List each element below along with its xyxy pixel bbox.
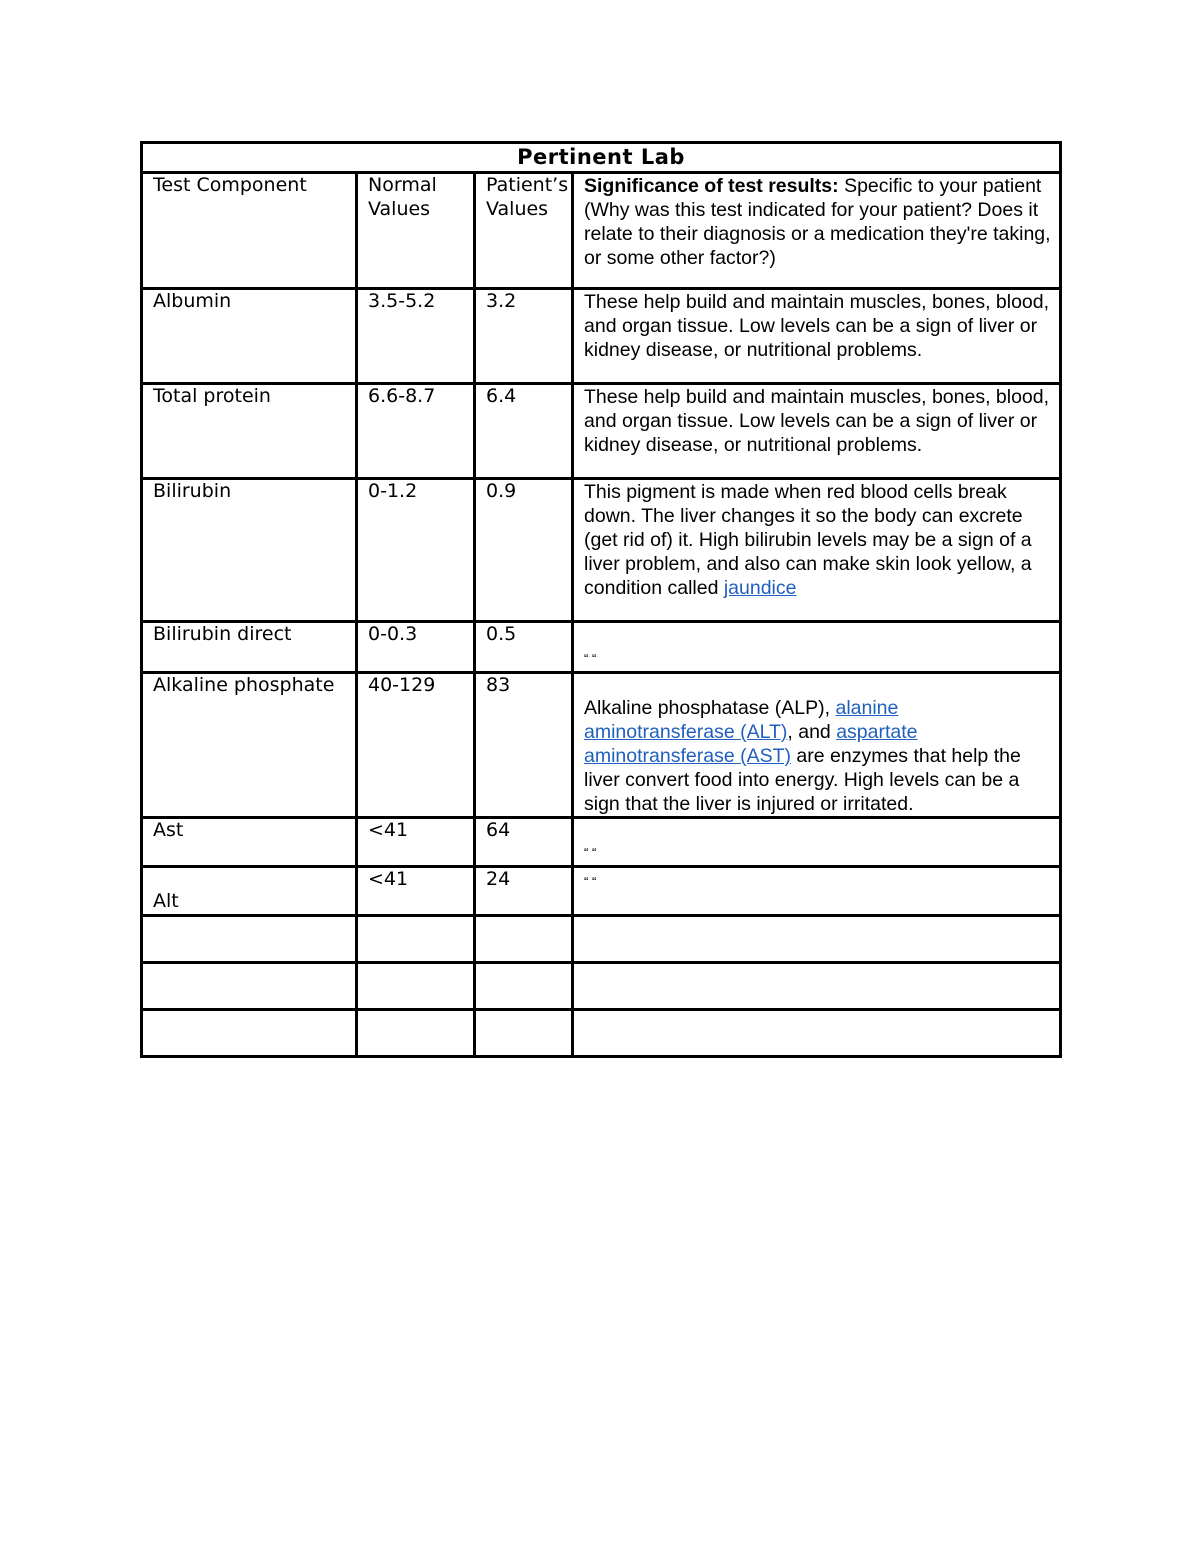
- ditto-mark: “ “: [584, 845, 597, 860]
- significance-text-2: , and: [787, 721, 837, 743]
- empty-cell: [573, 915, 1061, 962]
- header-significance-text: Specific to your patient (Why was this test indicated for your patient? Does it relate to their diagnosis or a medication they're taking, or some other factor?): [584, 175, 1051, 269]
- cell-significance: [573, 673, 1061, 818]
- cell-normal: <41: [357, 818, 475, 867]
- empty-cell: [475, 1009, 573, 1056]
- cell-component: Total protein: [142, 384, 357, 479]
- empty-cell: [142, 962, 357, 1009]
- empty-cell: [142, 1009, 357, 1056]
- header-significance-bold: Significance of test results:: [584, 175, 839, 197]
- cell-patient: 64: [475, 818, 573, 867]
- significance-text-1: Alkaline phosphatase (ALP),: [584, 697, 836, 719]
- table-row: [142, 622, 1061, 673]
- header-row: [142, 173, 1061, 289]
- title-row: [142, 143, 1061, 173]
- component-text: Alt: [153, 890, 179, 912]
- empty-cell: [475, 962, 573, 1009]
- pertinent-lab-table: [140, 141, 1062, 1058]
- significance-text: This pigment is made when red blood cells break down. The liver changes it so the body can excrete (get rid of) it. High bilirubin levels may be a sign of a liver problem, and also can make skin look yellow, a condition called: [584, 481, 1032, 599]
- table-row: [142, 479, 1061, 622]
- cell-normal: <41: [357, 867, 475, 916]
- cell-significance: These help build and maintain muscles, bones, blood, and organ tissue. Low levels can be a sign of liver or kidney disease, or nutritional problems.: [573, 384, 1061, 479]
- cell-patient: 83: [475, 673, 573, 818]
- empty-row: [142, 962, 1061, 1009]
- empty-cell: [573, 1009, 1061, 1056]
- ditto-mark: “ “: [584, 874, 597, 889]
- table-row: [142, 867, 1061, 916]
- cell-normal: 40-129: [357, 673, 475, 818]
- cell-significance: [573, 867, 1061, 916]
- cell-patient: 6.4: [475, 384, 573, 479]
- table-title: Pertinent Lab: [142, 143, 1061, 173]
- cell-component: [142, 867, 357, 916]
- empty-cell: [573, 962, 1061, 1009]
- alt-link[interactable]: alanine aminotransferase (ALT): [584, 697, 899, 743]
- table-row: [142, 384, 1061, 479]
- cell-component: Ast: [142, 818, 357, 867]
- header-normal-values: Normal Values: [357, 173, 475, 289]
- cell-significance: [573, 622, 1061, 673]
- cell-normal: 0-1.2: [357, 479, 475, 622]
- cell-significance: These help build and maintain muscles, bones, blood, and organ tissue. Low levels can be a sign of liver or kidney disease, or nutritional problems.: [573, 289, 1061, 384]
- empty-cell: [357, 962, 475, 1009]
- cell-component: Bilirubin: [142, 479, 357, 622]
- cell-normal: 6.6-8.7: [357, 384, 475, 479]
- cell-significance: [573, 479, 1061, 622]
- cell-patient: 0.5: [475, 622, 573, 673]
- table-row: [142, 818, 1061, 867]
- empty-cell: [357, 915, 475, 962]
- cell-normal: 0-0.3: [357, 622, 475, 673]
- ast-link[interactable]: aspartate aminotransferase (AST): [584, 721, 918, 767]
- table-row: [142, 673, 1061, 818]
- jaundice-link[interactable]: jaundice: [723, 577, 797, 599]
- cell-significance: [573, 818, 1061, 867]
- header-patient-values: Patient’s Values: [475, 173, 573, 289]
- cell-component: Albumin: [142, 289, 357, 384]
- empty-row: [142, 915, 1061, 962]
- header-test-component: Test Component: [142, 173, 357, 289]
- table-row: [142, 289, 1061, 384]
- cell-patient: 0.9: [475, 479, 573, 622]
- empty-cell: [357, 1009, 475, 1056]
- significance-text-3: are enzymes that help the liver convert food into energy. High levels can be a sign that the liver is injured or irritated.: [584, 745, 1021, 815]
- empty-row: [142, 1009, 1061, 1056]
- cell-patient: 24: [475, 867, 573, 916]
- cell-normal: 3.5-5.2: [357, 289, 475, 384]
- cell-component: Bilirubin direct: [142, 622, 357, 673]
- empty-cell: [475, 915, 573, 962]
- cell-component: Alkaline phosphate: [142, 673, 357, 818]
- ditto-mark: “ “: [584, 651, 597, 666]
- cell-patient: 3.2: [475, 289, 573, 384]
- empty-cell: [142, 915, 357, 962]
- header-significance: [573, 173, 1061, 289]
